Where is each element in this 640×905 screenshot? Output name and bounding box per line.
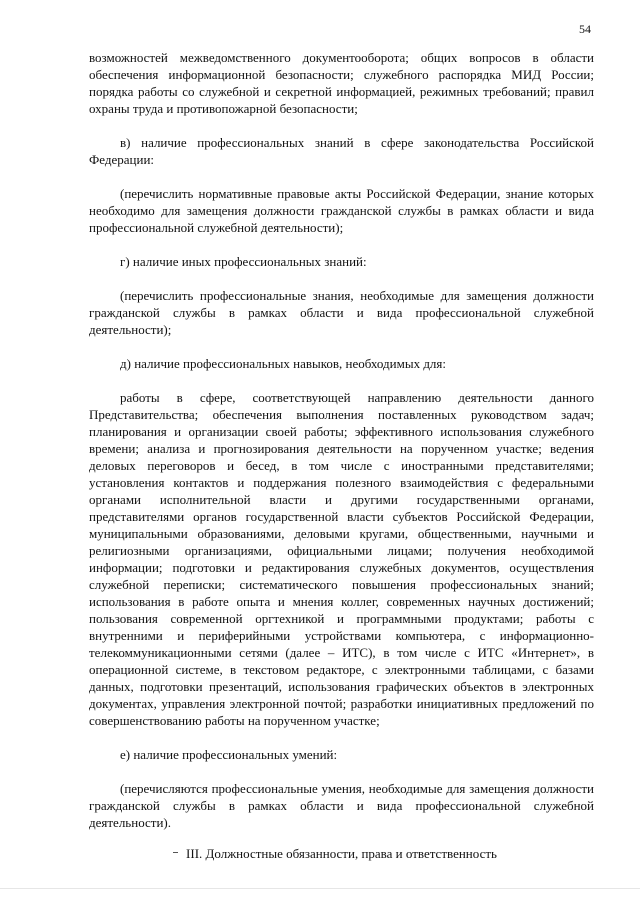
item-e-note: (перечисляются профессиональные умения, необходимые для замещения должности гражданской службы в рамках области и вида профессиональной служебной деятельности). (89, 781, 594, 830)
paragraph-continuation: возможностей межведомственного документооборота; общих вопросов в области обеспечения информационной безопасности; служебного распорядка МИД России; порядка работы со служебной и секретной информацией, режимных требований; правил охраны труда и противопожарной безопасности; (89, 50, 594, 116)
section-heading: III. Должностные обязанности, права и ответственность (186, 846, 497, 861)
page-number: 54 (579, 22, 591, 36)
item-v-note: (перечислить нормативные правовые акты Российской Федерации, знание которых необходимо для замещения должности гражданской службы в рамках области и вида профессиональной служебной деятельности); (89, 186, 594, 235)
item-v-legislation-knowledge: в) наличие профессиональных знаний в сфере законодательства Российской Федерации: (89, 135, 594, 167)
item-d-skills-list: работы в сфере, соответствующей направлению деятельности данного Представительства; обеспечения выполнения поставленных руководством задач; планирования и организации своей работы; эффективного использования служебного времени; анализа и прогнозирования деятельности на порученном участке; ведения деловых переговоров и бесед, в том числе с иностранными представителями; установления контактов и поддержания полезного взаимодействия с федеральными органами исполнительной власти и другими государственными органами, представителями органов государственной власти субъектов Российской Федерации, муниципальными образованиями, деловыми кругами, общественными, научными и религиозными организациями, официальными лицами; получения необходимой информации; подготовки и редактирования служебных документов, осуществления служебной переписки; систематического повышения профессиональных знаний; использования в работе опыта и мнения коллег, современных научных достижений; пользования современной оргтехникой и программными продуктами; работы с внутренними и периферийными устройствами компьютера, с информационно-телекоммуникационными сетями (далее – ИТС), в том числе с ИТС «Интернет», в операционной системе, в текстовом редакторе, с электронными таблицами, с базами данных, подготовки презентаций, использования графических объектов в электронных документах, управления электронной почтой; разработки инициативных предложений по совершенствованию работы на порученном участке; (89, 390, 594, 728)
item-d-skills: д) наличие профессиональных навыков, необходимых для: (120, 356, 447, 371)
item-g-other-knowledge: г) наличие иных профессиональных знаний: (120, 254, 367, 269)
item-g-note: (перечислить профессиональные знания, необходимые для замещения должности гражданской службы в рамках области и вида профессиональной служебной деятельности); (89, 288, 594, 337)
scan-edge-line (0, 888, 640, 889)
document-body (89, 49, 594, 862)
item-e-abilities: е) наличие профессиональных умений: (120, 747, 338, 762)
scan-mark (173, 852, 178, 853)
